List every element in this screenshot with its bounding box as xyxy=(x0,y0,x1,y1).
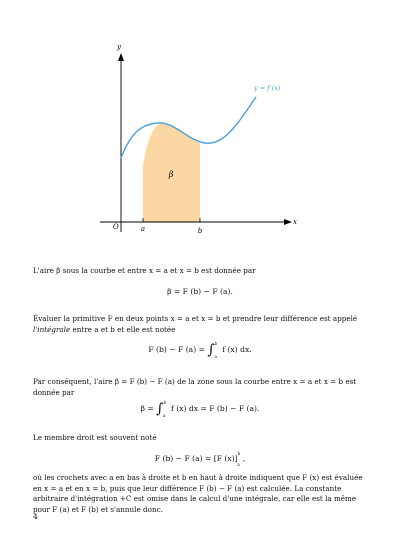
equation-3 xyxy=(0,401,400,417)
equation-2 xyxy=(0,342,400,358)
equation-4-end: , xyxy=(242,454,246,463)
page-number: 4 xyxy=(33,512,38,521)
equation-2-rhs: f (x) dx. xyxy=(222,345,252,354)
equation-2-lhs: F (b) − F (a) = xyxy=(148,345,208,354)
integral-sign: ∫ xyxy=(156,401,164,417)
x-axis-arrow xyxy=(284,219,292,225)
equation-1: β = F (b) − F (a). xyxy=(167,287,233,296)
integral-limits xyxy=(163,400,168,418)
bracket-limits xyxy=(237,451,243,467)
y-axis-arrow xyxy=(118,53,124,61)
paragraph-2-text-end: entre a et b et elle est notée xyxy=(70,324,176,334)
paragraph-2-text: Évaluer la primitive F en deux points x = a et x = b et prendre leur différence est appelé xyxy=(33,314,358,323)
y-axis-label: y xyxy=(117,43,121,51)
equation-4-lhs: F (b) − F (a) = [F (x)] xyxy=(154,454,238,463)
origin-label: O xyxy=(113,223,119,231)
lower-limit: a xyxy=(214,354,217,359)
integral-sign: ∫ xyxy=(207,342,215,358)
paragraph-4: Le membre droit est souvent noté xyxy=(33,433,157,442)
paragraph-2 xyxy=(33,314,369,335)
paragraph-5: où les crochets avec a en bas à droite et b en haut à droite indiquent que F (x) est évaluée en x = a et en x = b, puis que leur différence F (b) − F (a) est calculée. La constante arbitraire d'intégration +C est omise dans le calcul d'une intégrale, car elle est la même pour F (a) et F (b) et s'annule donc. xyxy=(33,473,363,514)
equation-3-rhs: f (x) dx = F (b) − F (a). xyxy=(171,404,260,413)
upper-limit: b xyxy=(163,400,167,406)
lower-limit: a xyxy=(237,462,240,467)
upper-limit: b xyxy=(214,341,218,347)
paragraph-2-emphasis: l'intégrale xyxy=(33,324,71,334)
equation-4 xyxy=(0,451,400,467)
integral-limits xyxy=(214,341,220,359)
paragraph-3: Par conséquent, l'aire β = F (b) − F (a) de la zone sous la courbe entre x = a et x = b est donnée par xyxy=(33,377,357,397)
equation-3-lhs: β = xyxy=(140,404,157,413)
x-axis-label: x xyxy=(293,218,297,226)
area-under-curve-figure xyxy=(0,0,400,255)
b-label: b xyxy=(197,227,203,235)
paragraph-1: L'aire β sous la courbe et entre x = a et x = b est donnée par xyxy=(33,266,256,275)
a-label: a xyxy=(140,225,146,233)
area-label: β xyxy=(168,170,174,179)
curve-label: y = f (x) xyxy=(254,84,281,92)
lower-limit: a xyxy=(163,413,166,418)
upper-limit: b xyxy=(237,451,241,457)
